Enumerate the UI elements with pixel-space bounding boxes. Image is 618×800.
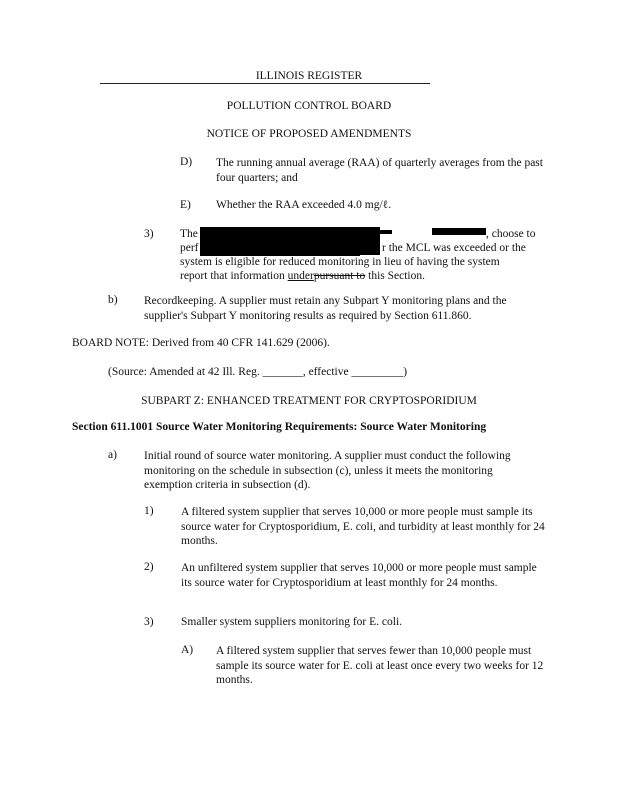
board-title: POLLUTION CONTROL BOARD: [226, 100, 392, 112]
section-title: Section 611.1001 Source Water Monitoring Requirements: Source Water Monitoring: [72, 421, 487, 433]
item-3-line2-start: perf: [180, 242, 199, 254]
section-a-text: Initial round of source water monitoring. A supplier must conduct the following monitoring on the schedule in subsection (c), unless it meets the monitoring exemption criteria in subsection (d).: [144, 450, 511, 491]
item-3-line1-start: The: [180, 228, 198, 240]
subpart-title: SUBPART Z: ENHANCED TREATMENT FOR CRYPTOSPORIDIUM: [141, 395, 477, 407]
item-3-line4-start: report that information: [180, 270, 285, 282]
redaction-block-3: [432, 228, 486, 235]
item-e-label: E): [180, 199, 191, 211]
register-title: ILLINOIS REGISTER: [255, 70, 363, 82]
deleted-text: pursuant to: [313, 270, 366, 282]
sub-a-text: A filtered system supplier that serves fewer than 10,000 people must sample its source water for E. coli at least once every two weeks for 12 months.: [216, 645, 544, 686]
notice-title: NOTICE OF PROPOSED AMENDMENTS: [206, 128, 412, 140]
item-e-text: Whether the RAA exceeded 4.0 mg/ℓ.: [216, 199, 392, 211]
item-d-label: D): [180, 156, 193, 168]
item-3-label: 3): [144, 228, 154, 240]
item-b-label: b): [108, 294, 118, 306]
inserted-text: under: [287, 270, 314, 282]
redaction-block-4: [200, 236, 360, 256]
item-2-label: 2): [144, 561, 154, 573]
item-3-line2-end: r the MCL was exceeded or the: [382, 242, 526, 254]
item-3b-text: Smaller system suppliers monitoring for E. coli.: [181, 616, 403, 628]
item-3-line3: system is eligible for reduced monitoring in lieu of having the system: [180, 256, 500, 268]
item-1-label: 1): [144, 505, 154, 517]
source-line: (Source: Amended at 42 Ill. Reg. _______, effective _________): [108, 366, 408, 378]
section-a-label: a): [108, 449, 117, 461]
board-note: BOARD NOTE: Derived from 40 CFR 141.629 (2006).: [72, 337, 330, 349]
sub-a-label: A): [181, 644, 194, 656]
item-3b-label: 3): [144, 616, 154, 628]
item-d-text: The running annual average (RAA) of quarterly averages from the past four quarters; and: [216, 157, 543, 184]
item-3-line4: [180, 270, 425, 282]
item-1-text: A filtered system supplier that serves 10,000 or more people must sample its source water for Cryptosporidium, E. coli, and turbidity at least monthly for 24 months.: [181, 506, 545, 547]
header-rule: [100, 83, 430, 84]
item-b-text: Recordkeeping. A supplier must retain any Subpart Y monitoring plans and the supplier's Subpart Y monitoring results as required by Section 611.860.: [144, 295, 507, 322]
redaction-block-2: [370, 230, 392, 234]
item-2-text: An unfiltered system supplier that serves 10,000 or more people must sample its source water for Cryptosporidium at least monthly for 24 months.: [181, 562, 537, 589]
item-3-line4-end: this Section.: [368, 270, 425, 282]
item-3-line1-end: , choose to: [486, 228, 536, 240]
